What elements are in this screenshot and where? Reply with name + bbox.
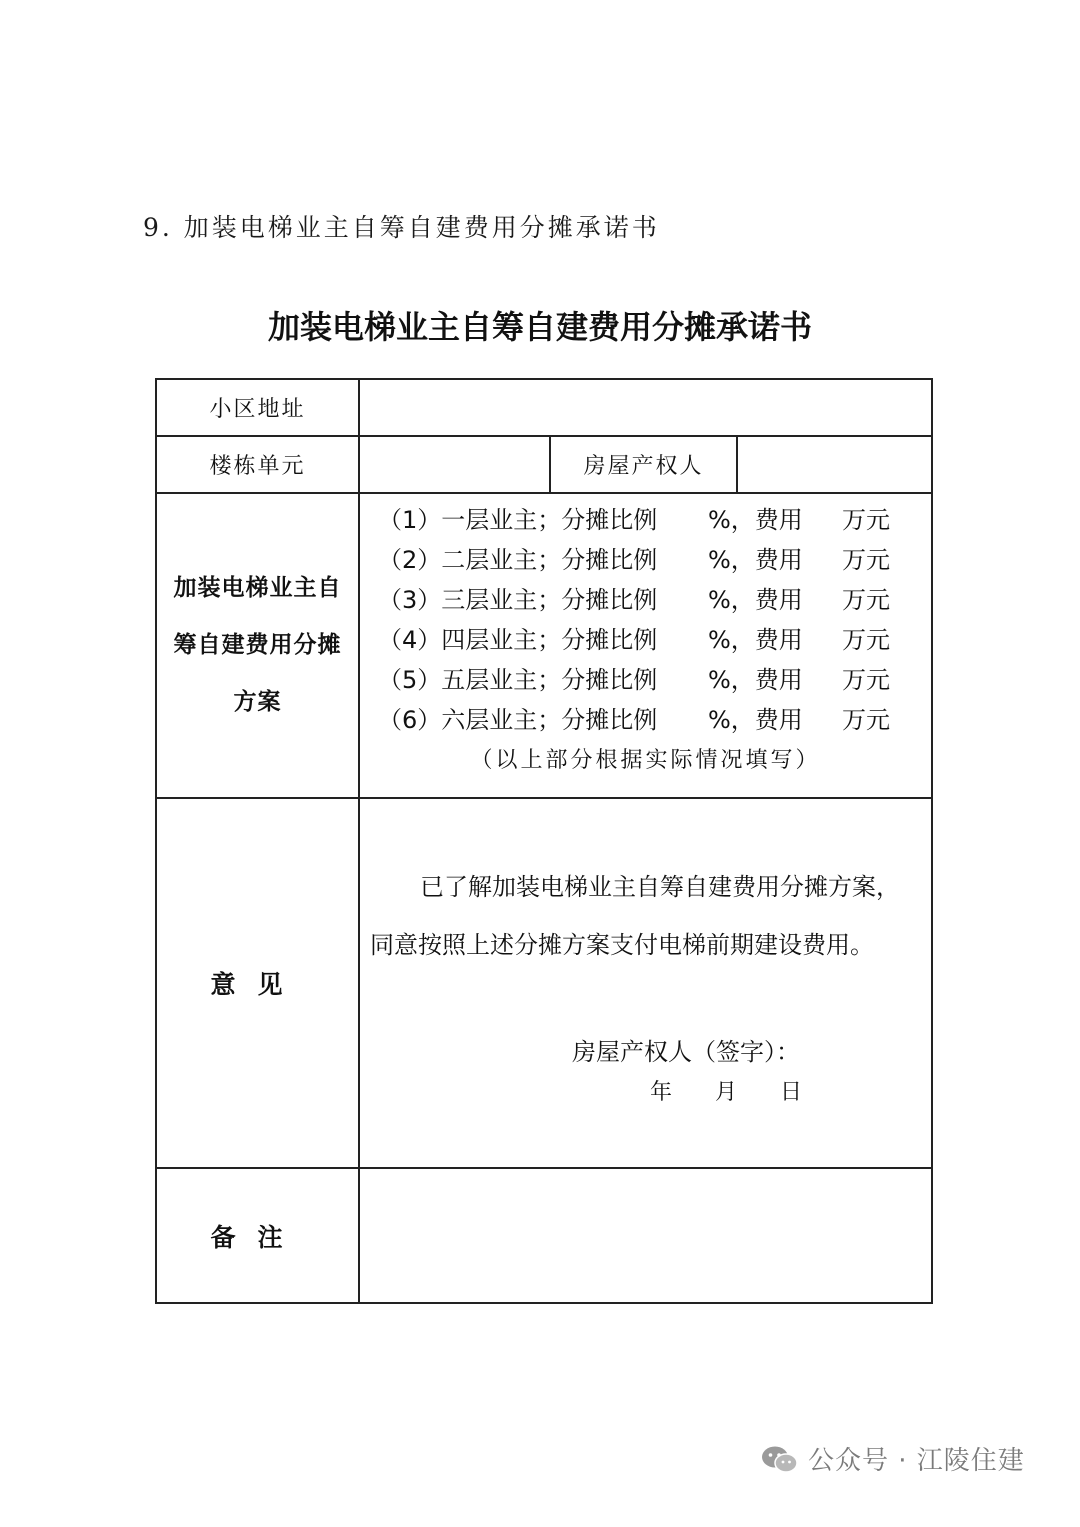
allocation-unit: 万元 xyxy=(842,706,890,734)
plan-label-line: 加装电梯业主自 xyxy=(173,575,342,601)
document-title: 加装电梯业主自筹自建费用分摊承诺书 xyxy=(267,308,812,346)
allocation-percent: %，费用 xyxy=(708,706,803,734)
allocation-owner: （3）三层业主；分摊比例 xyxy=(378,586,658,614)
allocation-percent: %，费用 xyxy=(708,626,803,654)
allocation-percent: %，费用 xyxy=(708,666,803,694)
address-label: 小区地址 xyxy=(156,379,359,436)
allocation-item[interactable] xyxy=(378,620,931,660)
allocation-owner: （2）二层业主；分摊比例 xyxy=(378,546,658,574)
watermark xyxy=(760,1440,1025,1477)
plan-label-line: 筹自建费用分摊 xyxy=(173,632,342,658)
allocation-item[interactable] xyxy=(378,540,931,580)
opinion-content xyxy=(360,799,931,1165)
allocation-percent: %，费用 xyxy=(708,506,803,534)
wechat-icon xyxy=(760,1444,800,1474)
commitment-form-table xyxy=(155,378,933,1304)
opinion-row xyxy=(156,798,932,1168)
opinion-text-line: 同意按照上述分摊方案支付电梯前期建设费用。 xyxy=(370,931,874,959)
owner-label: 房屋产权人 xyxy=(550,436,737,493)
allocation-note: （以上部分根据实际情况填写） xyxy=(470,748,821,773)
date-label[interactable]: 年 月 日 xyxy=(650,1080,802,1105)
allocation-unit: 万元 xyxy=(842,666,890,694)
allocation-owner: （6）六层业主；分摊比例 xyxy=(378,706,658,734)
owner-field[interactable] xyxy=(737,436,932,493)
section-heading: 9. 加装电梯业主自筹自建费用分摊承诺书 xyxy=(143,213,660,242)
opinion-cell xyxy=(359,798,932,1168)
address-row xyxy=(156,379,932,436)
allocation-item[interactable] xyxy=(378,700,931,740)
allocation-unit: 万元 xyxy=(842,546,890,574)
building-field[interactable] xyxy=(359,436,550,493)
allocation-unit: 万元 xyxy=(842,586,890,614)
building-label: 楼栋单元 xyxy=(156,436,359,493)
building-row xyxy=(156,436,932,493)
allocation-owner: （4）四层业主；分摊比例 xyxy=(378,626,658,654)
allocation-owner: （5）五层业主；分摊比例 xyxy=(378,666,658,694)
allocation-list xyxy=(360,494,931,740)
allocation-item[interactable] xyxy=(378,660,931,700)
remarks-label: 备注 xyxy=(156,1168,359,1303)
signature-label[interactable]: 房屋产权人（签字）： xyxy=(572,1038,800,1066)
watermark-text: 公众号 · 江陵住建 xyxy=(808,1446,1025,1476)
allocation-item[interactable] xyxy=(378,500,931,540)
allocation-item[interactable] xyxy=(378,580,931,620)
allocation-unit: 万元 xyxy=(842,626,890,654)
remarks-field[interactable] xyxy=(359,1168,932,1303)
allocation-owner: （1）一层业主；分摊比例 xyxy=(378,506,658,534)
address-field[interactable] xyxy=(359,379,932,436)
allocation-unit: 万元 xyxy=(842,506,890,534)
allocation-percent: %，费用 xyxy=(708,586,803,614)
plan-label-line: 方案 xyxy=(233,689,282,715)
allocation-percent: %，费用 xyxy=(708,546,803,574)
opinion-label: 意见 xyxy=(156,798,359,1168)
remarks-row xyxy=(156,1168,932,1303)
plan-label-cell xyxy=(156,493,359,798)
allocation-row xyxy=(156,493,932,798)
allocation-list-cell xyxy=(359,493,932,798)
opinion-text-line: 已了解加装电梯业主自筹自建费用分摊方案， xyxy=(420,873,900,901)
